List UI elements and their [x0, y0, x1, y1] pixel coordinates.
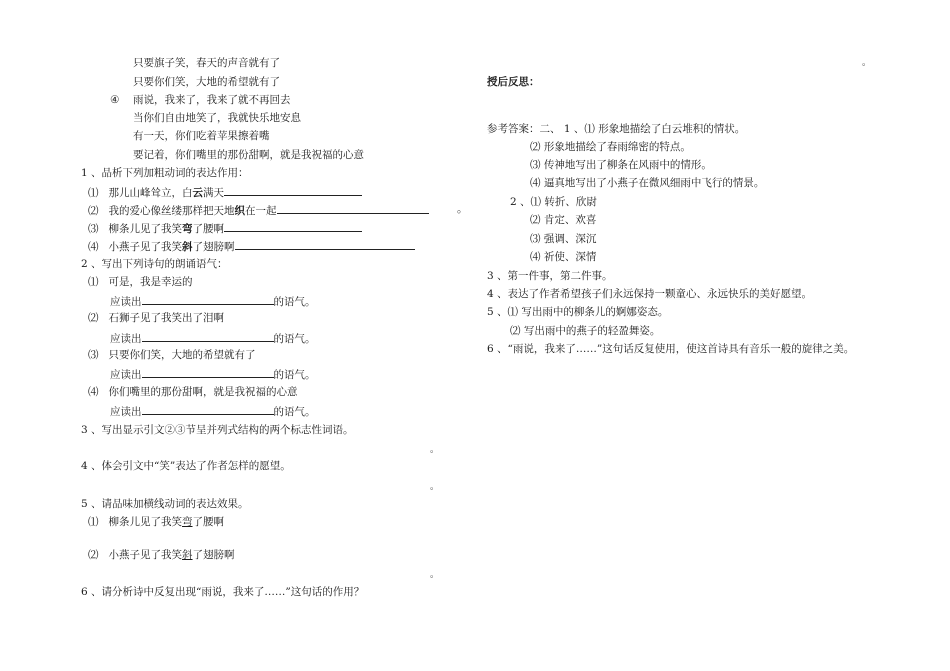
poem-line: 雨说，我来了，我来了就不再回去: [133, 94, 291, 106]
item-text: 小燕子见了我笑: [108, 549, 183, 561]
item-number: ⑴: [88, 276, 99, 288]
question-item: [88, 204, 429, 217]
bold-verb: 斜: [182, 241, 193, 253]
item-text: 只要你们笑，大地的希望就有了: [108, 349, 256, 361]
answer-line: ⑷ 祈使、深情: [530, 251, 597, 263]
item-text: 我的爱心像丝缕那样把天地: [108, 205, 235, 217]
answer-blank[interactable]: [142, 405, 274, 415]
item-number: ⑷: [88, 386, 99, 398]
item-text: 柳条儿见了我笑: [108, 516, 183, 528]
item-text: 了翅膀啊: [192, 549, 235, 561]
answer-blank[interactable]: [224, 186, 362, 196]
read-suffix: 的语气。: [273, 369, 316, 381]
poem-line: 当你们自由地笑了，我就快乐地安息: [133, 112, 301, 124]
item-text: 满天: [203, 187, 225, 199]
answer-blank[interactable]: [277, 204, 429, 214]
answer-blank[interactable]: [142, 332, 274, 342]
item-text: 你们嘴里的那份甜啊，就是我祝福的心意: [108, 386, 298, 398]
bold-verb: 云: [192, 187, 204, 199]
read-suffix: 的语气。: [273, 406, 316, 418]
question-5-title: 5 、请品味加横线动词的表达效果。: [81, 498, 249, 510]
stanza-number: ④: [110, 94, 120, 106]
answer-line: 3 、第一件事，第二件事。: [487, 270, 613, 282]
poem-line: 只要你们笑，大地的希望就有了: [133, 76, 280, 88]
answer-line: 5 、⑴ 写出雨中的柳条儿的婀娜姿态。: [487, 306, 669, 318]
trailing-mark: 。: [457, 203, 468, 215]
question-6: 6 、请分析诗中反复出现“雨说，我来了……”这句话的作用？: [81, 586, 365, 598]
answer-line: ⑵ 肯定、欢喜: [530, 214, 597, 226]
question-item: [88, 313, 224, 324]
read-line: [110, 295, 316, 308]
question-item: [88, 186, 362, 199]
answer-blank[interactable]: [235, 240, 415, 250]
answer-line: 6 、“雨说，我来了……”这句话反复使用，使这首诗具有音乐一般的旋律之美。: [487, 343, 855, 355]
read-line: [110, 332, 316, 345]
item-text: 可是，我是幸运的: [108, 276, 193, 288]
read-prefix: 应读出: [110, 296, 142, 308]
underlined-verb: 斜: [182, 549, 193, 561]
read-prefix: 应读出: [110, 333, 142, 345]
poem-line: 要记着，你们嘴里的那份甜啊，就是我祝福的心意: [133, 149, 364, 161]
answer-blank[interactable]: [142, 295, 274, 305]
item-number: ⑵: [88, 312, 99, 324]
answer-line: ⑷ 逼真地写出了小燕子在微风细雨中飞行的情景。: [530, 177, 765, 189]
reflection-title: 授后反思：: [487, 76, 540, 88]
question-1-title: 1 、品析下列加粗动词的表达作用：: [81, 167, 249, 179]
question-item: [88, 222, 362, 235]
question-2-title: 2 、写出下列诗句的朗诵语气：: [81, 258, 228, 270]
answer-line: ⑵ 写出雨中的燕子的轻盈舞姿。: [510, 325, 661, 337]
blank-end-mark: 。: [430, 482, 440, 492]
item-text: 柳条儿见了我笑: [108, 223, 183, 235]
question-3: 3 、写出显示引文②③节呈并列式结构的两个标志性词语。: [81, 424, 354, 436]
item-number: ⑶: [88, 349, 99, 361]
poem-line: 只要旗子笑，春天的声音就有了: [133, 57, 280, 69]
item-number: ⑷: [88, 241, 99, 253]
item-text: 在一起: [245, 205, 277, 217]
question-4: 4 、体会引文中“笑”表达了作者怎样的愿望。: [81, 460, 291, 472]
read-line: [110, 368, 316, 381]
question-item: [88, 277, 193, 288]
read-suffix: 的语气。: [273, 333, 316, 345]
answer-line: ⑵ 形象地描绘了春雨绵密的特点。: [530, 141, 691, 153]
question-item: [88, 387, 298, 398]
answer-line: 4 、表达了作者希望孩子们永远保持一颗童心、永远快乐的美好愿望。: [487, 288, 813, 300]
item-text: 那儿山峰耸立，白: [108, 187, 193, 199]
item-number: ⑴: [88, 187, 99, 199]
answer-line: ⑶ 强调、深沉: [530, 233, 597, 245]
bold-verb: 织: [234, 205, 246, 217]
item-text: 了翅膀啊: [192, 241, 235, 253]
question-item: [88, 517, 224, 528]
item-number: ⑵: [88, 549, 99, 561]
item-number: ⑵: [88, 205, 99, 217]
item-text: 了腰啊: [192, 223, 225, 235]
item-text: 了腰啊: [192, 516, 225, 528]
item-number: ⑶: [88, 223, 99, 235]
item-text: 石狮子见了我笑出了泪啊: [108, 312, 225, 324]
answer-line: 2 、⑴ 转折、欣尉: [510, 196, 597, 208]
poem-line: 有一天，你们吃着苹果擦着嘴: [133, 130, 270, 142]
answer-line: ⑶ 传神地写出了柳条在风雨中的情形。: [530, 159, 712, 171]
read-suffix: 的语气。: [273, 296, 316, 308]
bold-verb: 弯: [182, 223, 193, 235]
answer-blank[interactable]: [224, 222, 362, 232]
item-number: ⑴: [88, 516, 99, 528]
question-item: [88, 550, 235, 561]
answer-line: 参考答案：二、 1 、⑴ 形象地描绘了白云堆积的情状。: [487, 123, 746, 135]
item-text: 小燕子见了我笑: [108, 241, 183, 253]
question-item: [88, 240, 415, 253]
corner-mark: 。: [862, 58, 872, 68]
question-item: [88, 350, 256, 361]
blank-end-mark: 。: [430, 570, 440, 580]
blank-end-mark: 。: [430, 445, 440, 455]
read-prefix: 应读出: [110, 369, 142, 381]
read-line: [110, 405, 316, 418]
answer-blank[interactable]: [142, 368, 274, 378]
underlined-verb: 弯: [182, 516, 193, 528]
read-prefix: 应读出: [110, 406, 142, 418]
